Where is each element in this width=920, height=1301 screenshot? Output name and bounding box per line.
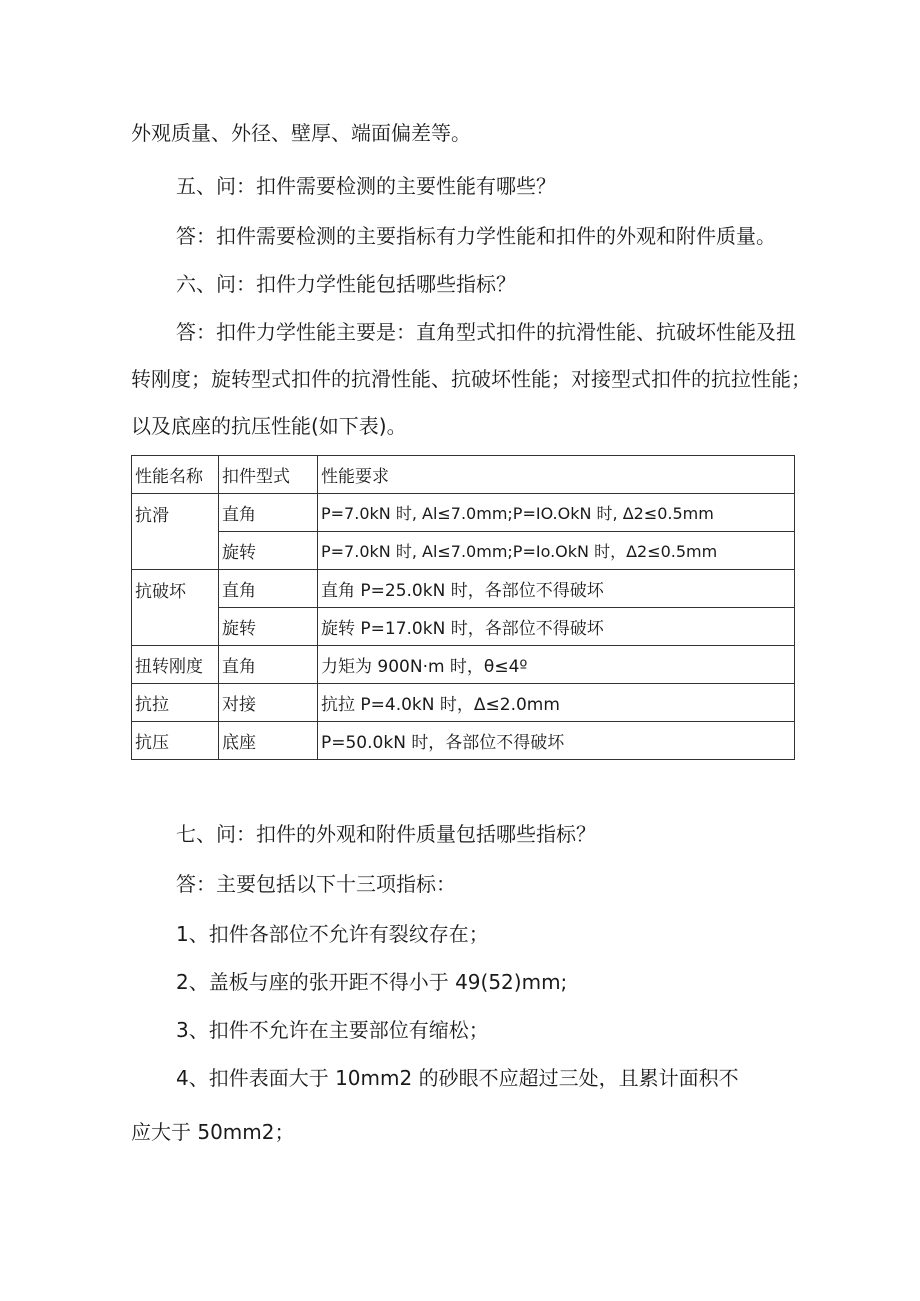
list-item-4-line-2: 应大于 50mm2； <box>131 1120 295 1144</box>
cell-name-tensile: 抗拉 <box>132 684 219 722</box>
paragraph-pipe-inspection: 外观质量、外径、壁厚、端面偏差等。 <box>131 121 471 145</box>
answer-7: 答：主要包括以下十三项指标： <box>176 872 456 896</box>
cell-requirement: 直角 P=25.0kN 时，各部位不得破坏 <box>318 570 795 608</box>
table-row <box>132 722 795 760</box>
list-item-3: 3、扣件不允许在主要部位有缩松； <box>176 1018 489 1042</box>
table-row <box>132 608 795 646</box>
performance-table <box>131 455 795 760</box>
cell-name-compression: 抗压 <box>132 722 219 760</box>
cell-type: 旋转 <box>219 608 318 646</box>
cell-requirement: 旋转 P=17.0kN 时，各部位不得破坏 <box>318 608 795 646</box>
header-fastener-type: 扣件型式 <box>219 456 318 494</box>
table-row <box>132 494 795 532</box>
cell-type: 直角 <box>219 646 318 684</box>
question-5: 五、问：扣件需要检测的主要性能有哪些？ <box>176 174 556 198</box>
question-6: 六、问：扣件力学性能包括哪些指标？ <box>176 272 516 296</box>
cell-requirement: P=50.0kN 时，各部位不得破坏 <box>318 722 795 760</box>
answer-6-line-1: 答：扣件力学性能主要是：直角型式扣件的抗滑性能、抗破坏性能及扭 <box>176 320 796 344</box>
header-performance-name: 性能名称 <box>132 456 219 494</box>
cell-name-torsional-rigidity: 扭转刚度 <box>132 646 219 684</box>
cell-requirement: P=7.0kN 时, Al≤7.0mm;P=Io.OkN 时，Δ2≤0.5mm <box>318 532 795 570</box>
table-row <box>132 646 795 684</box>
answer-5: 答：扣件需要检测的主要指标有力学性能和扣件的外观和附件质量。 <box>176 224 776 248</box>
table-header-row <box>132 456 795 494</box>
cell-requirement: 力矩为 900N·m 时，θ≤4º <box>318 646 795 684</box>
list-item-4-line-1: 4、扣件表面大于 10mm2 的砂眼不应超过三处，且累计面积不 <box>176 1066 739 1090</box>
cell-type: 旋转 <box>219 532 318 570</box>
table-row <box>132 684 795 722</box>
header-requirement: 性能要求 <box>318 456 795 494</box>
cell-requirement: 抗拉 P=4.0kN 时，Δ≤2.0mm <box>318 684 795 722</box>
cell-type: 对接 <box>219 684 318 722</box>
cell-name-anti-slip: 抗滑 <box>132 494 219 570</box>
cell-type: 底座 <box>219 722 318 760</box>
list-item-2: 2、盖板与座的张开距不得小于 49(52)mm; <box>176 970 568 994</box>
list-item-1: 1、扣件各部位不允许有裂纹存在； <box>176 922 489 946</box>
question-7: 七、问：扣件的外观和附件质量包括哪些指标？ <box>176 822 596 846</box>
cell-type: 直角 <box>219 570 318 608</box>
table-row <box>132 570 795 608</box>
cell-type: 直角 <box>219 494 318 532</box>
cell-requirement: P=7.0kN 时, Al≤7.0mm;P=IO.OkN 时, Δ2≤0.5mm <box>318 494 795 532</box>
table-row <box>132 532 795 570</box>
answer-6-line-2: 转刚度；旋转型式扣件的抗滑性能、抗破坏性能；对接型式扣件的抗拉性能； <box>131 367 811 391</box>
cell-name-anti-failure: 抗破坏 <box>132 570 219 646</box>
answer-6-line-3: 以及底座的抗压性能(如下表)。 <box>131 414 407 438</box>
